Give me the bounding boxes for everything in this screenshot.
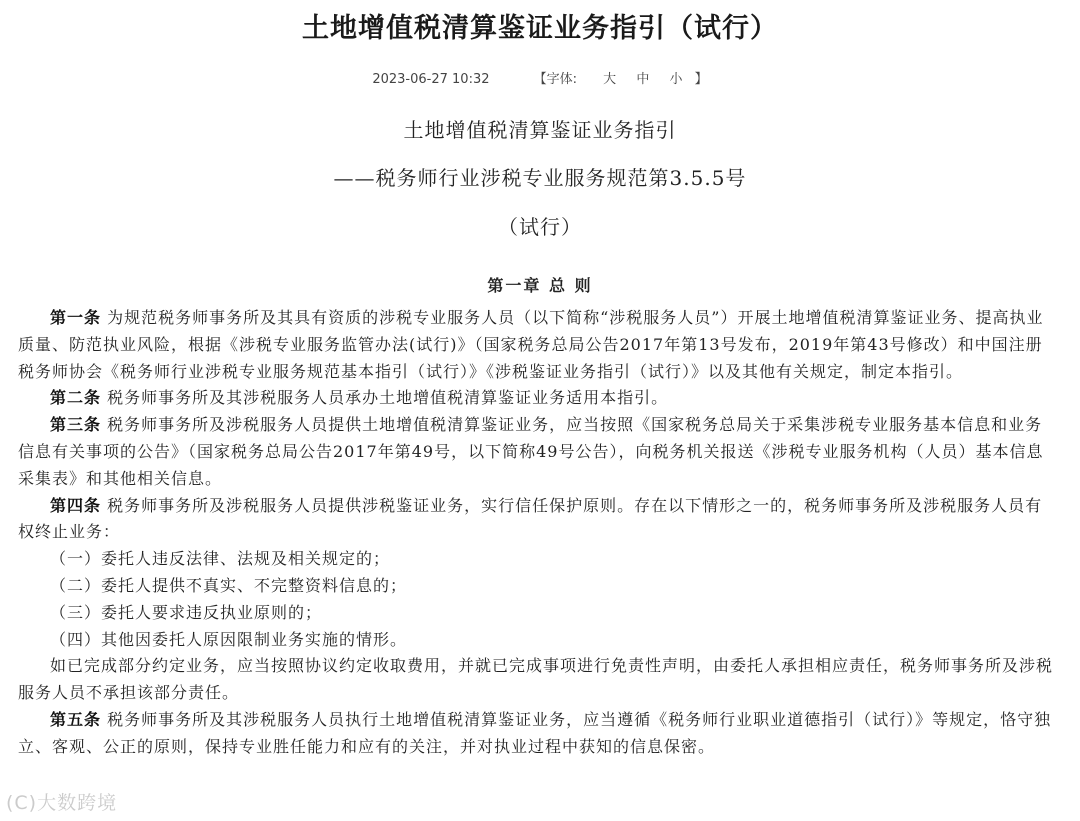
- article-2: [18, 385, 1054, 412]
- list-item: （一）委托人违反法律、法规及相关规定的；: [50, 549, 391, 569]
- article-label: 第三条: [50, 415, 102, 435]
- doc-subheading: ——税务师行业涉税专业服务规范第3.5.5号: [333, 166, 747, 190]
- article-1: [18, 305, 1054, 385]
- article-label: 第一条: [50, 308, 102, 327]
- font-large-button[interactable]: 大: [603, 72, 617, 87]
- article-meta: [0, 68, 1080, 87]
- font-size-label: 【字体:: [533, 72, 578, 87]
- article-3: [18, 412, 1054, 492]
- article-text: 税务师事务所及涉税服务人员提供土地增值税清算鉴证业务，应当按照《国家税务总局关于采集涉税专业服务基本信息和业务信息有关事项的公告》（国家税务总局公告2017年第49号，以下简称49号公告），向税务机关报送《涉税专业服务机构（人员）基本信息采集表》和其他相关信息。: [18, 415, 1044, 488]
- article-text: 税务师事务所及其涉税服务人员承办土地增值税清算鉴证业务适用本指引。: [101, 388, 669, 408]
- doc-trial-note: （试行）: [498, 215, 582, 239]
- article-4: [18, 493, 1054, 547]
- doc-heading: 土地增值税清算鉴证业务指引: [403, 118, 677, 142]
- article-text: 为规范税务师事务所及其具有资质的涉税专业服务人员（以下简称“涉税服务人员”）开展土地增值税清算鉴证业务、提高执业质量、防范执业风险，根据《涉税专业服务监管办法(试行)》（国家税务总局公告2017年第13号发布，2019年第43号修改）和中国注册税务师协会《税务师行业涉税专业服务规范基本指引（试行）》《涉税鉴证业务指引（试行）》以及其他有关规定，制定本指引。: [18, 308, 1044, 381]
- font-medium-button[interactable]: 中: [636, 72, 650, 87]
- article-5: [18, 707, 1054, 761]
- watermark: (C)大数跨境: [6, 792, 118, 814]
- list-item: （四）其他因委托人原因限制业务实施的情形。: [50, 629, 408, 649]
- chapter-heading: 第一章 总 则: [487, 276, 593, 295]
- publish-date: 2023-06-27 10:32: [372, 72, 490, 87]
- article-body: [18, 305, 1054, 761]
- article-text: 税务师事务所及涉税服务人员提供涉税鉴证业务，实行信任保护原则。存在以下情形之一的，税务师事务所及涉税服务人员有权终止业务：: [18, 495, 1043, 542]
- list-item: （三）委托人要求违反执业原则的；: [50, 602, 323, 622]
- font-small-button[interactable]: 小: [669, 72, 683, 87]
- article-text: 税务师事务所及其涉税服务人员执行土地增值税清算鉴证业务，应当遵循《税务师行业职业道德指引（试行）》等规定，恪守独立、客观、公正的原则，保持专业胜任能力和应有的关注，并对执业过程中获知的信息保密。: [18, 709, 1052, 756]
- list-item: （二）委托人提供不真实、不完整资料信息的；: [50, 575, 408, 595]
- font-size-bracket: 】: [694, 72, 708, 87]
- article-label: 第五条: [50, 709, 102, 729]
- article-label: 第二条: [50, 388, 102, 408]
- article-label: 第四条: [50, 495, 102, 515]
- article-4-tail: 如已完成部分约定业务，应当按照协议约定收取费用，并就已完成事项进行免责性声明，由委托人承担相应责任，税务师事务所及涉税服务人员不承担该部分责任。: [18, 656, 1054, 703]
- page-title: 土地增值税清算鉴证业务指引（试行）: [302, 13, 778, 44]
- font-size-control: [534, 72, 708, 87]
